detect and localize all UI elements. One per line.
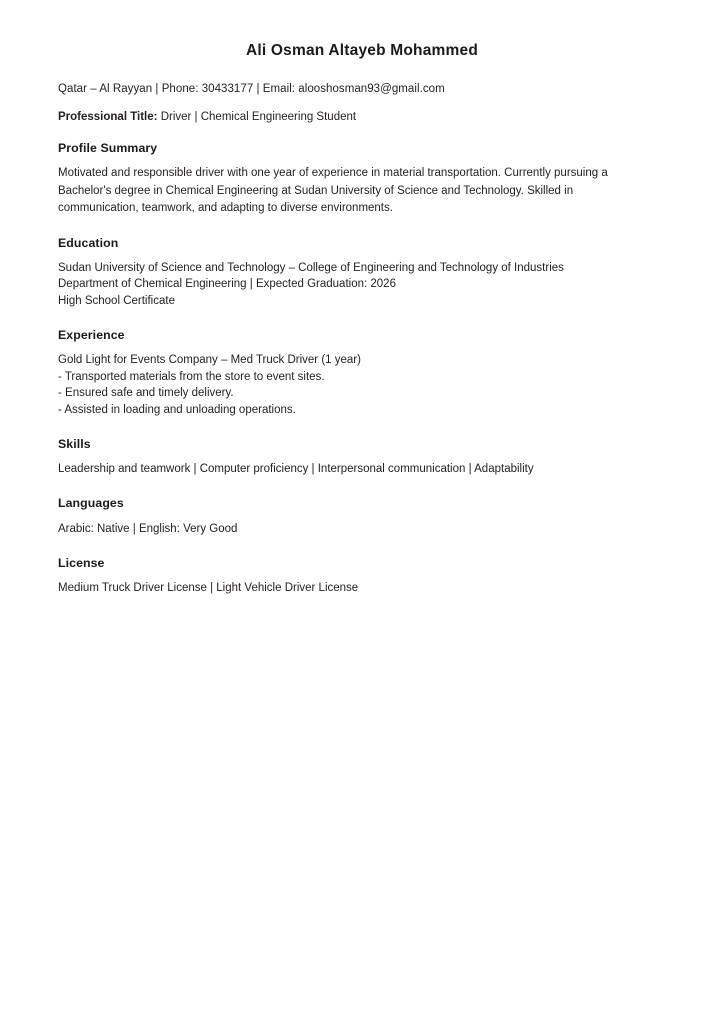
education-line: Sudan University of Science and Technology – College of Engineering and Technology of Industries bbox=[58, 261, 564, 274]
professional-title-value: Driver | Chemical Engineering Student bbox=[160, 111, 357, 123]
professional-title-label: Professional Title: bbox=[58, 111, 158, 123]
professional-title bbox=[58, 111, 666, 123]
section-heading-education: Education bbox=[58, 235, 119, 250]
section-heading-skills: Skills bbox=[58, 436, 91, 451]
section-heading-languages: Languages bbox=[58, 496, 124, 511]
profile-summary-text: Motivated and responsible driver with one year of experience in material transportation. Currently pursuing a Bachelor's degree in Chemical Engineering at Sudan University of Science and Technology. Skilled in communication, teamwork, and adapting to diverse environments. bbox=[58, 167, 608, 215]
experience-line: - Assisted in loading and unloading operations. bbox=[58, 404, 296, 417]
experience-line: - Transported materials from the store to event sites. bbox=[58, 370, 325, 383]
education-line: Department of Chemical Engineering | Expected Graduation: 2026 bbox=[58, 278, 396, 291]
section-heading-license: License bbox=[58, 556, 105, 571]
page-title: Ali Osman Altayeb Mohammed bbox=[245, 42, 478, 59]
section-heading-profile-summary: Profile Summary bbox=[58, 141, 158, 155]
contact-line: Qatar – Al Rayyan | Phone: 30433177 | Email: alooshosman93@gmail.com bbox=[58, 83, 445, 95]
education-line: High School Certificate bbox=[58, 295, 175, 308]
section-heading-experience: Experience bbox=[58, 327, 125, 342]
experience-line: - Ensured safe and timely delivery. bbox=[58, 387, 234, 400]
education-block bbox=[58, 260, 638, 310]
languages-text: Arabic: Native | English: Very Good bbox=[58, 522, 238, 535]
skills-text: Leadership and teamwork | Computer proficiency | Interpersonal communication | Adaptability bbox=[58, 462, 534, 475]
experience-block bbox=[58, 352, 638, 419]
license-text: Medium Truck Driver License | Light Vehicle Driver License bbox=[58, 582, 359, 595]
experience-line: Gold Light for Events Company – Med Truck Driver (1 year) bbox=[58, 354, 361, 367]
